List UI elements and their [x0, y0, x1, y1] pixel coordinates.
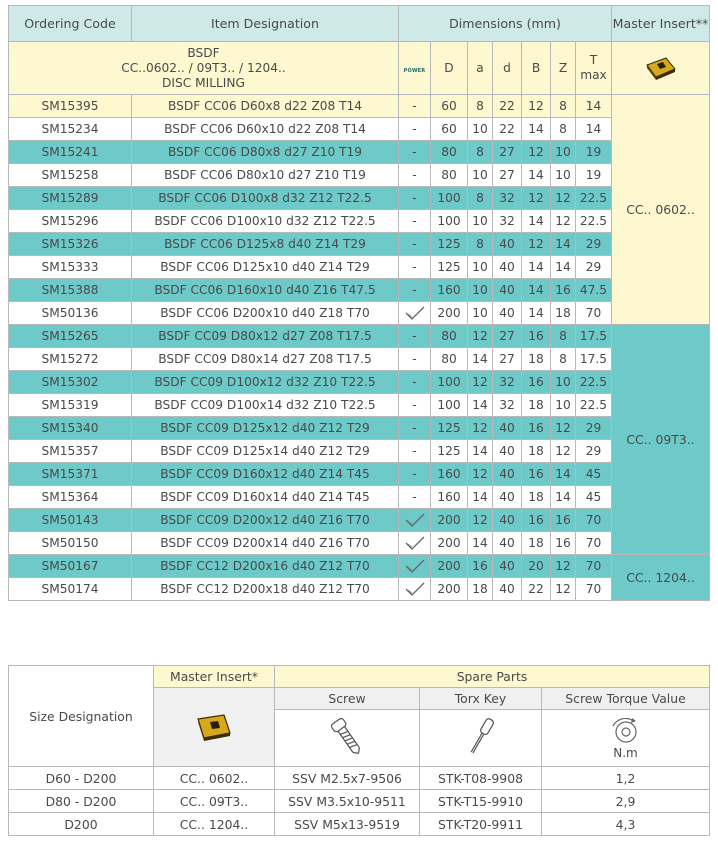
dim-D-cell: 160 [431, 486, 468, 509]
table-row [9, 302, 710, 325]
ordering-code-cell: SM15326 [9, 233, 132, 256]
torx-key-cell: STK-T20-9911 [420, 813, 542, 836]
dim-a-cell: 10 [468, 210, 493, 233]
size-designation-header: Size Designation [9, 666, 154, 767]
torque-cell: 2,9 [542, 790, 710, 813]
dim-D-cell: 200 [431, 555, 468, 578]
dim-d-cell: 40 [493, 233, 522, 256]
dim-d-cell: 40 [493, 532, 522, 555]
dim-B-cell: 18 [522, 440, 551, 463]
dim-a-cell: 10 [468, 279, 493, 302]
dim-B-cell: 14 [522, 164, 551, 187]
dim-d-cell: 40 [493, 555, 522, 578]
insert-cell: CC.. 0602.. [154, 767, 275, 790]
ordering-code-cell: SM50136 [9, 302, 132, 325]
table-row [9, 440, 710, 463]
ordering-code-cell: SM15272 [9, 348, 132, 371]
dim-a-cell: 16 [468, 555, 493, 578]
dim-D-cell: 125 [431, 233, 468, 256]
power-flag-cell [399, 532, 431, 555]
item-designation-cell: BSDF CC12 D200x18 d40 Z12 T70 [132, 578, 399, 601]
power-flag-cell: - [399, 164, 431, 187]
item-designation-cell: BSDF CC09 D80x12 d27 Z08 T17.5 [132, 325, 399, 348]
screw-cell: SSV M2.5x7-9506 [275, 767, 420, 790]
dimensions-header: Dimensions (mm) [399, 6, 612, 42]
master-insert-header-2: Master Insert* [154, 666, 275, 688]
dim-B-cell: 18 [522, 394, 551, 417]
dim-D-cell: 80 [431, 348, 468, 371]
dim-Z-cell: 12 [551, 440, 576, 463]
torque-icon [606, 718, 646, 746]
item-designation-cell: BSDF CC09 D200x12 d40 Z16 T70 [132, 509, 399, 532]
dim-Z-cell: 8 [551, 325, 576, 348]
dim-B-cell: 18 [522, 532, 551, 555]
item-designation-cell: BSDF CC06 D160x10 d40 Z16 T47.5 [132, 279, 399, 302]
tool-spec-table [8, 5, 710, 601]
insert-icon [644, 55, 678, 81]
dim-D-cell: 200 [431, 509, 468, 532]
dim-B-cell: 14 [522, 279, 551, 302]
dim-B-cell: 12 [522, 187, 551, 210]
dim-a-cell: 12 [468, 325, 493, 348]
table-row [9, 767, 710, 790]
dim-Z-cell: 12 [551, 578, 576, 601]
dim-a-cell: 14 [468, 394, 493, 417]
screw-icon-cell [275, 710, 420, 767]
item-designation-cell: BSDF CC06 D125x8 d40 Z14 T29 [132, 233, 399, 256]
dim-D-cell: 200 [431, 532, 468, 555]
power-flag-cell: - [399, 256, 431, 279]
master-insert-group: CC.. 1204.. [612, 555, 710, 601]
dim-Z-cell: 12 [551, 210, 576, 233]
screw-cell: SSV M3.5x10-9511 [275, 790, 420, 813]
ordering-code-cell: SM50143 [9, 509, 132, 532]
power-flag-cell: - [399, 141, 431, 164]
dim-d-cell: 40 [493, 302, 522, 325]
dim-B-cell: 14 [522, 118, 551, 141]
dim-Z-cell: 14 [551, 463, 576, 486]
torque-cell: 1,2 [542, 767, 710, 790]
dim-T-cell: 29 [576, 233, 612, 256]
power-flag-cell: - [399, 486, 431, 509]
operation-type: DISC MILLING [162, 75, 245, 90]
table-row [9, 371, 710, 394]
dim-Z-cell: 12 [551, 417, 576, 440]
dim-a-cell: 10 [468, 256, 493, 279]
torx-key-header: Torx Key [420, 688, 542, 710]
power-logo [399, 42, 431, 95]
table-row [9, 164, 710, 187]
torx-key-icon-cell [420, 710, 542, 767]
dim-D-cell: 80 [431, 325, 468, 348]
item-designation-cell: BSDF CC06 D60x10 d22 Z08 T14 [132, 118, 399, 141]
power-flag-cell: - [399, 233, 431, 256]
dim-Z-cell: 8 [551, 348, 576, 371]
table-row [9, 417, 710, 440]
item-designation-cell: BSDF CC09 D200x14 d40 Z16 T70 [132, 532, 399, 555]
dim-D-cell: 60 [431, 118, 468, 141]
dim-d-cell: 22 [493, 118, 522, 141]
dim-B-cell: 14 [522, 302, 551, 325]
power-flag-cell: - [399, 417, 431, 440]
dim-T-cell: 22.5 [576, 210, 612, 233]
dim-Z-cell: 10 [551, 371, 576, 394]
item-designation-cell: BSDF CC06 D125x10 d40 Z14 T29 [132, 256, 399, 279]
dim-d-cell: 32 [493, 187, 522, 210]
dim-T-cell: 17.5 [576, 325, 612, 348]
table-row [9, 486, 710, 509]
dim-T-cell: 70 [576, 578, 612, 601]
dim-d-cell: 32 [493, 371, 522, 394]
dim-D-cell: 200 [431, 578, 468, 601]
dim-a-cell: 10 [468, 118, 493, 141]
power-flag-cell: - [399, 95, 431, 118]
dim-T-cell: 70 [576, 555, 612, 578]
dim-a-cell: 10 [468, 302, 493, 325]
dim-D-cell: 125 [431, 417, 468, 440]
dim-T-cell: 19 [576, 164, 612, 187]
power-flag-cell: - [399, 371, 431, 394]
ordering-code-cell: SM15333 [9, 256, 132, 279]
power-flag-cell: - [399, 463, 431, 486]
col-D-header: D [431, 42, 468, 95]
power-flag-cell: - [399, 210, 431, 233]
dim-B-cell: 18 [522, 348, 551, 371]
power-flag-cell: - [399, 440, 431, 463]
header-row [9, 6, 710, 42]
checkmark-icon [403, 304, 427, 322]
checkmark-icon [403, 580, 427, 598]
dim-Z-cell: 8 [551, 118, 576, 141]
dim-d-cell: 40 [493, 486, 522, 509]
dim-Z-cell: 12 [551, 187, 576, 210]
dim-Z-cell: 10 [551, 394, 576, 417]
dim-B-cell: 20 [522, 555, 551, 578]
ordering-code-cell: SM15395 [9, 95, 132, 118]
ordering-code-cell: SM50174 [9, 578, 132, 601]
dim-a-cell: 12 [468, 509, 493, 532]
item-designation-cell: BSDF CC09 D160x14 d40 Z14 T45 [132, 486, 399, 509]
item-designation-cell: BSDF CC09 D80x14 d27 Z08 T17.5 [132, 348, 399, 371]
table-row [9, 141, 710, 164]
master-insert-group: CC.. 09T3.. [612, 325, 710, 555]
dim-Z-cell: 14 [551, 233, 576, 256]
dim-B-cell: 16 [522, 509, 551, 532]
ordering-code-cell: SM15340 [9, 417, 132, 440]
dim-B-cell: 16 [522, 463, 551, 486]
dim-T-cell: 47.5 [576, 279, 612, 302]
t-label: T [589, 53, 598, 67]
table-row [9, 790, 710, 813]
ordering-code-cell: SM15319 [9, 394, 132, 417]
table-row [9, 187, 710, 210]
torque-unit: N.m [613, 746, 638, 760]
dim-B-cell: 12 [522, 233, 551, 256]
power-flag-cell: - [399, 348, 431, 371]
checkmark-icon [403, 534, 427, 552]
ordering-code-cell: SM15241 [9, 141, 132, 164]
dim-a-cell: 14 [468, 532, 493, 555]
dim-a-cell: 14 [468, 348, 493, 371]
master-insert-group: CC.. 0602.. [612, 95, 710, 325]
dim-a-cell: 18 [468, 578, 493, 601]
product-family: BSDF [187, 45, 220, 60]
screw-cell: SSV M5x13-9519 [275, 813, 420, 836]
dim-D-cell: 160 [431, 279, 468, 302]
torx-key-cell: STK-T15-9910 [420, 790, 542, 813]
checkmark-icon [403, 557, 427, 575]
insert-icon [194, 711, 234, 743]
power-flag-cell [399, 578, 431, 601]
dim-a-cell: 8 [468, 187, 493, 210]
dim-D-cell: 60 [431, 95, 468, 118]
screw-icon [327, 715, 367, 759]
dim-Z-cell: 16 [551, 532, 576, 555]
table-row [9, 578, 710, 601]
torque-icon-cell [542, 710, 710, 767]
ordering-code-cell: SM15258 [9, 164, 132, 187]
dim-a-cell: 12 [468, 463, 493, 486]
dim-B-cell: 18 [522, 486, 551, 509]
dim-d-cell: 40 [493, 463, 522, 486]
ordering-code-cell: SM15364 [9, 486, 132, 509]
ordering-code-cell: SM15296 [9, 210, 132, 233]
dim-d-cell: 40 [493, 440, 522, 463]
item-designation-cell: BSDF CC12 D200x16 d40 Z12 T70 [132, 555, 399, 578]
dim-a-cell: 10 [468, 164, 493, 187]
master-insert-image-cell-2 [154, 688, 275, 767]
dim-D-cell: 160 [431, 463, 468, 486]
dim-B-cell: 14 [522, 210, 551, 233]
dim-Z-cell: 16 [551, 279, 576, 302]
dim-D-cell: 80 [431, 164, 468, 187]
ordering-code-cell: SM50167 [9, 555, 132, 578]
product-title [9, 42, 399, 95]
torx-key-cell: STK-T08-9908 [420, 767, 542, 790]
dim-d-cell: 27 [493, 141, 522, 164]
dim-d-cell: 32 [493, 210, 522, 233]
dim-d-cell: 27 [493, 325, 522, 348]
power-flag-cell: - [399, 118, 431, 141]
power-flag-cell: - [399, 279, 431, 302]
item-designation-cell: BSDF CC06 D80x10 d27 Z10 T19 [132, 164, 399, 187]
dim-T-cell: 14 [576, 95, 612, 118]
dim-B-cell: 12 [522, 141, 551, 164]
size-cell: D200 [9, 813, 154, 836]
dim-T-cell: 22.5 [576, 187, 612, 210]
dim-T-cell: 45 [576, 486, 612, 509]
table-row [9, 233, 710, 256]
table-row [9, 348, 710, 371]
table-row [9, 555, 710, 578]
dim-T-cell: 22.5 [576, 371, 612, 394]
col-Z-header: Z [551, 42, 576, 95]
dim-d-cell: 32 [493, 394, 522, 417]
screw-torque-header: Screw Torque Value [542, 688, 710, 710]
dim-B-cell: 16 [522, 417, 551, 440]
power-flag-cell [399, 302, 431, 325]
table-row [9, 463, 710, 486]
dim-D-cell: 80 [431, 141, 468, 164]
item-designation-header: Item Designation [132, 6, 399, 42]
power-flag-cell [399, 509, 431, 532]
power-flag-cell [399, 555, 431, 578]
dim-d-cell: 40 [493, 417, 522, 440]
dim-T-cell: 45 [576, 463, 612, 486]
dim-d-cell: 40 [493, 256, 522, 279]
dim-a-cell: 12 [468, 417, 493, 440]
dim-Z-cell: 18 [551, 302, 576, 325]
power-logo-text: POWER [403, 68, 426, 74]
item-designation-cell: BSDF CC09 D125x12 d40 Z12 T29 [132, 417, 399, 440]
dim-a-cell: 8 [468, 233, 493, 256]
dim-d-cell: 40 [493, 578, 522, 601]
dim-Z-cell: 16 [551, 509, 576, 532]
torx-key-icon [466, 715, 496, 759]
table-row [9, 394, 710, 417]
checkmark-icon [403, 511, 427, 529]
spare-parts-table [8, 665, 710, 836]
dim-a-cell: 8 [468, 95, 493, 118]
table-row [9, 210, 710, 233]
screw-header: Screw [275, 688, 420, 710]
dim-a-cell: 8 [468, 141, 493, 164]
dim-d-cell: 40 [493, 509, 522, 532]
dim-T-cell: 29 [576, 417, 612, 440]
spare-parts-rows [9, 767, 710, 836]
table-row [9, 95, 710, 118]
dim-B-cell: 22 [522, 578, 551, 601]
table-row [9, 509, 710, 532]
dim-Z-cell: 10 [551, 141, 576, 164]
dim-a-cell: 12 [468, 371, 493, 394]
dim-B-cell: 14 [522, 256, 551, 279]
dim-T-cell: 29 [576, 440, 612, 463]
dim-a-cell: 14 [468, 440, 493, 463]
col-T-header [576, 42, 612, 95]
dim-d-cell: 40 [493, 279, 522, 302]
master-insert-image-cell [612, 42, 710, 95]
dim-T-cell: 70 [576, 532, 612, 555]
insert-cell: CC.. 09T3.. [154, 790, 275, 813]
dim-d-cell: 27 [493, 348, 522, 371]
col-d-header: d [493, 42, 522, 95]
dim-d-cell: 27 [493, 164, 522, 187]
dim-T-cell: 19 [576, 141, 612, 164]
insert-cell: CC.. 1204.. [154, 813, 275, 836]
dim-T-cell: 17.5 [576, 348, 612, 371]
ordering-code-cell: SM15265 [9, 325, 132, 348]
size-cell: D60 - D200 [9, 767, 154, 790]
dim-Z-cell: 10 [551, 164, 576, 187]
table-row [9, 813, 710, 836]
item-designation-cell: BSDF CC09 D100x14 d32 Z10 T22.5 [132, 394, 399, 417]
table-row [9, 325, 710, 348]
dim-D-cell: 125 [431, 256, 468, 279]
item-designation-cell: BSDF CC06 D60x8 d22 Z08 T14 [132, 95, 399, 118]
dim-D-cell: 200 [431, 302, 468, 325]
item-designation-cell: BSDF CC09 D100x12 d32 Z10 T22.5 [132, 371, 399, 394]
dim-B-cell: 16 [522, 325, 551, 348]
item-designation-cell: BSDF CC06 D200x10 d40 Z18 T70 [132, 302, 399, 325]
dim-T-cell: 29 [576, 256, 612, 279]
dim-D-cell: 100 [431, 394, 468, 417]
torque-cell: 4,3 [542, 813, 710, 836]
ordering-code-cell: SM15289 [9, 187, 132, 210]
ordering-code-header: Ordering Code [9, 6, 132, 42]
col-a-header: a [468, 42, 493, 95]
dim-B-cell: 16 [522, 371, 551, 394]
dim-d-cell: 22 [493, 95, 522, 118]
ordering-code-cell: SM15388 [9, 279, 132, 302]
ordering-code-cell: SM15302 [9, 371, 132, 394]
subheader-row [9, 42, 710, 95]
dim-D-cell: 100 [431, 371, 468, 394]
col-B-header: B [522, 42, 551, 95]
item-designation-cell: BSDF CC09 D160x12 d40 Z14 T45 [132, 463, 399, 486]
insert-families: CC..0602.. / 09T3.. / 1204.. [121, 60, 286, 75]
table-row [9, 256, 710, 279]
dim-Z-cell: 12 [551, 555, 576, 578]
power-flag-cell: - [399, 187, 431, 210]
dim-Z-cell: 8 [551, 95, 576, 118]
spec-rows [9, 95, 710, 601]
dim-T-cell: 14 [576, 118, 612, 141]
dim-a-cell: 14 [468, 486, 493, 509]
ordering-code-cell: SM50150 [9, 532, 132, 555]
dim-D-cell: 125 [431, 440, 468, 463]
dim-Z-cell: 14 [551, 256, 576, 279]
dim-D-cell: 100 [431, 187, 468, 210]
dim-B-cell: 12 [522, 95, 551, 118]
size-cell: D80 - D200 [9, 790, 154, 813]
ordering-code-cell: SM15371 [9, 463, 132, 486]
dim-Z-cell: 14 [551, 486, 576, 509]
dim-T-cell: 70 [576, 302, 612, 325]
power-flag-cell: - [399, 325, 431, 348]
table-row [9, 118, 710, 141]
ordering-code-cell: SM15234 [9, 118, 132, 141]
dim-T-cell: 22.5 [576, 394, 612, 417]
item-designation-cell: BSDF CC06 D100x8 d32 Z12 T22.5 [132, 187, 399, 210]
t2-header-row-1 [9, 666, 710, 688]
spare-parts-header: Spare Parts [275, 666, 710, 688]
table-row [9, 532, 710, 555]
power-flag-cell: - [399, 394, 431, 417]
item-designation-cell: BSDF CC09 D125x14 d40 Z12 T29 [132, 440, 399, 463]
ordering-code-cell: SM15357 [9, 440, 132, 463]
t-sub-label: max [580, 68, 607, 82]
item-designation-cell: BSDF CC06 D100x10 d32 Z12 T22.5 [132, 210, 399, 233]
master-insert-header: Master Insert** [612, 6, 710, 42]
dim-D-cell: 100 [431, 210, 468, 233]
dim-T-cell: 70 [576, 509, 612, 532]
table-row [9, 279, 710, 302]
item-designation-cell: BSDF CC06 D80x8 d27 Z10 T19 [132, 141, 399, 164]
